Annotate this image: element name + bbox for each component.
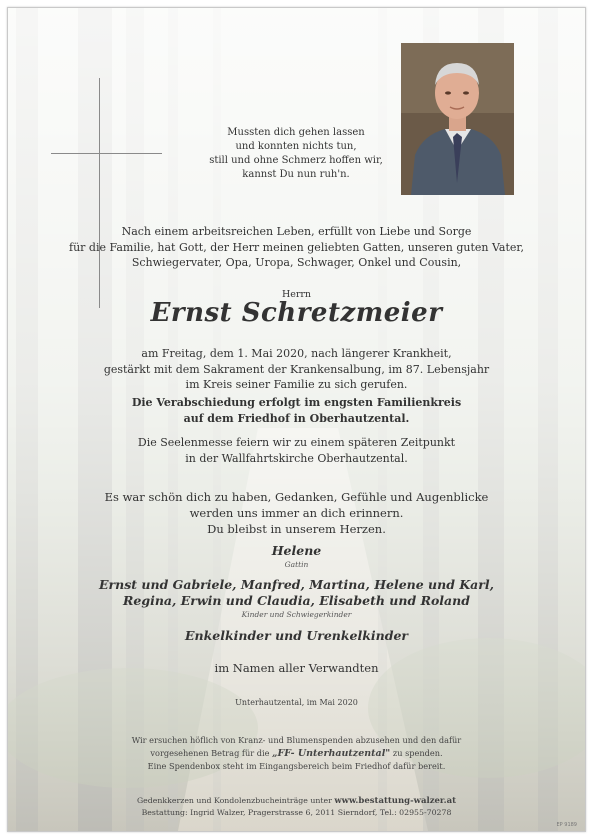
footer-address: Bestattung: Ingrid Walzer, Pragerstrasse 6, 2011 Sierndorf, Tel.: 02955-70278 xyxy=(141,808,452,817)
death-line: am Freitag, dem 1. Mai 2020, nach längerer Krankheit, xyxy=(141,347,452,360)
mourner-children xyxy=(28,577,565,609)
donation-request xyxy=(28,734,565,773)
intro-text xyxy=(28,224,565,271)
mass-notice xyxy=(28,435,565,466)
donation-line: Wir ersuchen höflich von Kranz- und Blumenspenden abzusehen und den dafür xyxy=(131,735,462,745)
donation-text: zu spenden. xyxy=(392,747,443,758)
farewell-line: Die Verabschiedung erfolgt im engsten Familienkreis xyxy=(131,396,462,409)
salutation: Herrn xyxy=(281,289,312,300)
cross-vertical-bar xyxy=(99,78,100,308)
cross-horizontal-bar xyxy=(51,153,162,154)
poem-line: kannst Du nun ruh'n. xyxy=(242,169,350,180)
deceased-name: Ernst Schretzmeier xyxy=(150,298,443,328)
mourner-wife: Helene xyxy=(271,543,322,558)
obituary-card xyxy=(7,7,586,832)
farewell-line: auf dem Friedhof in Oberhautzental. xyxy=(183,411,410,425)
mourner-grandchildren: Enkelkinder und Urenkelkinder xyxy=(184,628,409,643)
mass-line: in der Wallfahrtskirche Oberhautzental. xyxy=(185,451,408,465)
footer xyxy=(28,795,565,818)
closing-words xyxy=(28,489,565,537)
poem-line: still und ohne Schmerz hoffen wir, xyxy=(209,155,383,166)
donation-line: Eine Spendenbox steht im Eingangsbereich beim Friedhof dafür bereit. xyxy=(147,761,446,771)
donation-text: vorgesehenen Betrag für die xyxy=(150,747,270,758)
donation-recipient: „FF- Unterhautzental" xyxy=(272,747,391,759)
closing-line: Du bleibst in unserem Herzen. xyxy=(207,522,386,536)
content xyxy=(8,8,585,831)
intro-line: für die Familie, hat Gott, der Herr meinen geliebten Gatten, unseren guten Vater, xyxy=(69,240,524,254)
portrait-illustration xyxy=(401,43,514,195)
intro-line: Schwiegervater, Opa, Uropa, Schwager, Onkel und Cousin, xyxy=(131,256,462,269)
footer-text: Gedenkkerzen und Kondolenzbucheinträge unter xyxy=(136,796,332,805)
poem xyxy=(176,126,416,182)
mourner-children-role: Kinder und Schwiegerkinder xyxy=(241,610,352,619)
death-line: im Kreis seiner Familie zu sich gerufen. xyxy=(185,378,408,391)
closing-line: werden uns immer an dich erinnern. xyxy=(189,506,404,520)
farewell-notice xyxy=(28,395,565,426)
footer-url-link[interactable]: www.bestattung-walzer.at xyxy=(334,796,457,806)
death-notice xyxy=(28,346,565,393)
intro-line: Nach einem arbeitsreichen Leben, erfüllt von Liebe und Sorge xyxy=(121,225,472,238)
mass-line: Die Seelenmesse feiern wir zu einem späteren Zeitpunkt xyxy=(137,436,456,449)
poem-line: Mussten dich gehen lassen xyxy=(227,127,365,138)
footer-line xyxy=(28,795,565,807)
relatives-line: im Namen aller Verwandten xyxy=(214,661,379,675)
poem-line: und konnten nichts tun, xyxy=(235,141,357,152)
portrait-photo xyxy=(401,43,514,195)
death-line: gestärkt mit dem Sakrament der Krankensalbung, im 87. Lebensjahr xyxy=(103,362,490,376)
children-line: Regina, Erwin und Claudia, Elisabeth und Roland xyxy=(123,593,470,608)
place-date: Unterhautzental, im Mai 2020 xyxy=(235,698,358,707)
closing-line: Es war schön dich zu haben, Gedanken, Gefühle und Augenblicke xyxy=(104,490,489,504)
children-line: Ernst und Gabriele, Manfred, Martina, Helene und Karl, xyxy=(99,577,494,592)
document-code: EP 9189 xyxy=(556,822,577,828)
donation-line xyxy=(28,747,565,761)
mourner-wife-role: Gattin xyxy=(284,560,309,569)
